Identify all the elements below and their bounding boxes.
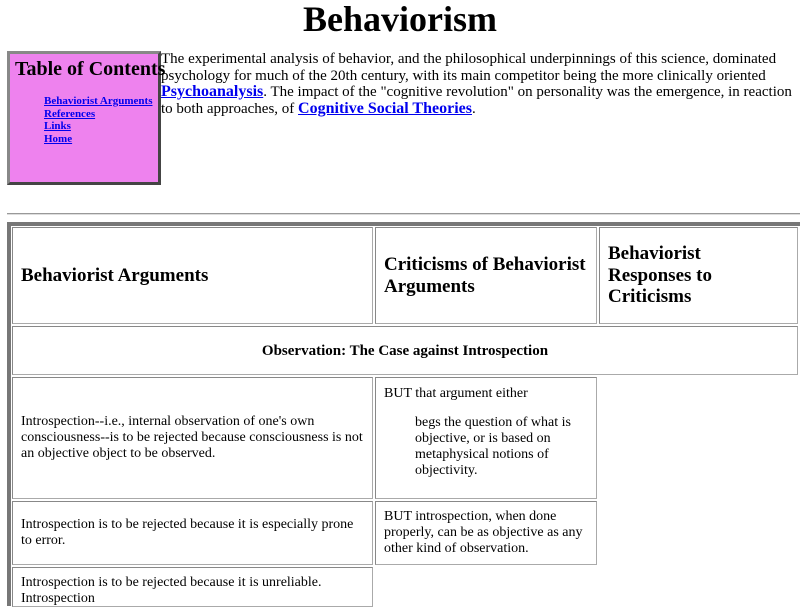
intro-text: The experimental analysis of behavior, and the philosophical underpinnings of this science, dominated psychology for much of the 20th century, with its main competitor being the more clinically oriented (161, 51, 777, 84)
toc-link-behaviorist-arguments[interactable]: Behaviorist Arguments (44, 95, 153, 107)
criticism-quote: begs the question of what is objective, or is based on metaphysical notions of objectivity. (415, 415, 571, 478)
divider (7, 213, 800, 215)
table-cell-argument: Introspection is to be rejected because it is unreliable. Introspection (12, 567, 373, 607)
table-cell-argument: Introspection--i.e., internal observation of one's own consciousness--is to be rejected because consciousness is not an objective object to be observed. (12, 377, 373, 499)
header-responses: Behaviorist Responses to Criticisms (599, 227, 798, 324)
toc-heading: Table of Contents (15, 58, 166, 80)
table-cell-criticism (375, 377, 597, 499)
intro-text: . (471, 100, 476, 117)
table-cell-criticism: BUT introspection, when done properly, can be as objective as any other kind of observation. (375, 501, 597, 565)
page-title: Behaviorism (303, 0, 497, 39)
intro-text: . The impact of the "cognitive revolution" on personality was the emergence, in reaction to both approaches, of (161, 84, 792, 117)
intro-paragraph (161, 51, 800, 117)
header-behaviorist-arguments: Behaviorist Arguments (12, 227, 373, 324)
toc-link-home[interactable]: Home (44, 133, 73, 146)
table-cell-argument: Introspection is to be rejected because it is especially prone to error. (12, 501, 373, 565)
toc-link-references[interactable]: References (44, 107, 96, 120)
section-heading: Observation: The Case against Introspection (12, 326, 798, 375)
header-criticisms: Criticisms of Behaviorist Arguments (375, 227, 597, 324)
toc-link-links[interactable]: Links (44, 120, 71, 133)
psychoanalysis-link[interactable]: Psychoanalysis (161, 83, 264, 100)
cognitive-social-theories-link[interactable]: Cognitive Social Theories (298, 99, 472, 117)
table-of-contents (7, 51, 166, 185)
criticism-intro: BUT that argument either (384, 386, 528, 401)
